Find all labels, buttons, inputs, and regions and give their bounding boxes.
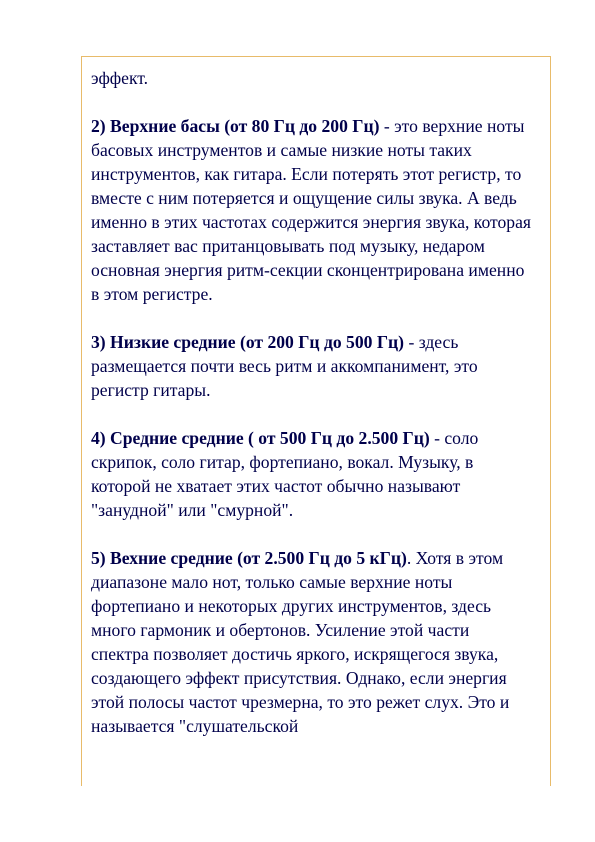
section-body: - это верхние ноты басовых инструментов и самые низкие ноты таких инструментов, как гитара. Если потерять этот регистр, то вместе с ним потеряется и ощущение силы звука. А ведь именно в этих частотах содержится энергия звука, которая заставляет вас пританцовывать под музыку, недаром основная энергия ритм-секции сконцентрирована именно в этом регистре.: [91, 116, 531, 304]
page-frame: [81, 56, 551, 786]
document-text: [91, 66, 531, 738]
section-body: - здесь размещается почти весь ритм и аккомпанимент, это регистр гитары.: [91, 332, 478, 400]
section-upper-mid: [91, 546, 531, 738]
section-heading: 4) Средние средние ( от 500 Гц до 2.500 Гц): [91, 428, 430, 448]
section-heading: 2) Верхние басы (от 80 Гц до 200 Гц): [91, 116, 380, 136]
section-low-mid: [91, 330, 531, 402]
section-heading: 3) Низкие средние (от 200 Гц до 500 Гц): [91, 332, 405, 352]
section-heading: 5) Вехние средние (от 2.500 Гц до 5 кГц): [91, 548, 407, 568]
section-body: - соло скрипок, соло гитар, фортепиано, вокал. Музыку, в которой не хватает этих частот обычно называют "занудной" или "смурной".: [91, 428, 479, 520]
section-body: . Хотя в этом диапазоне мало нот, только самые верхние ноты фортепиано и некоторых других инструментов, здесь много гармоник и обертонов. Усиление этой части спектра позволяет достичь яркого, искрящегося звука, создающего эффект присутствия. Однако, если энергия этой полосы частот чрезмерна, то это режет слух. Это и называется "слушательской: [91, 548, 510, 736]
section-upper-bass: [91, 114, 531, 306]
section-mid-mid: [91, 426, 531, 522]
intro-text: эффект.: [91, 68, 149, 88]
